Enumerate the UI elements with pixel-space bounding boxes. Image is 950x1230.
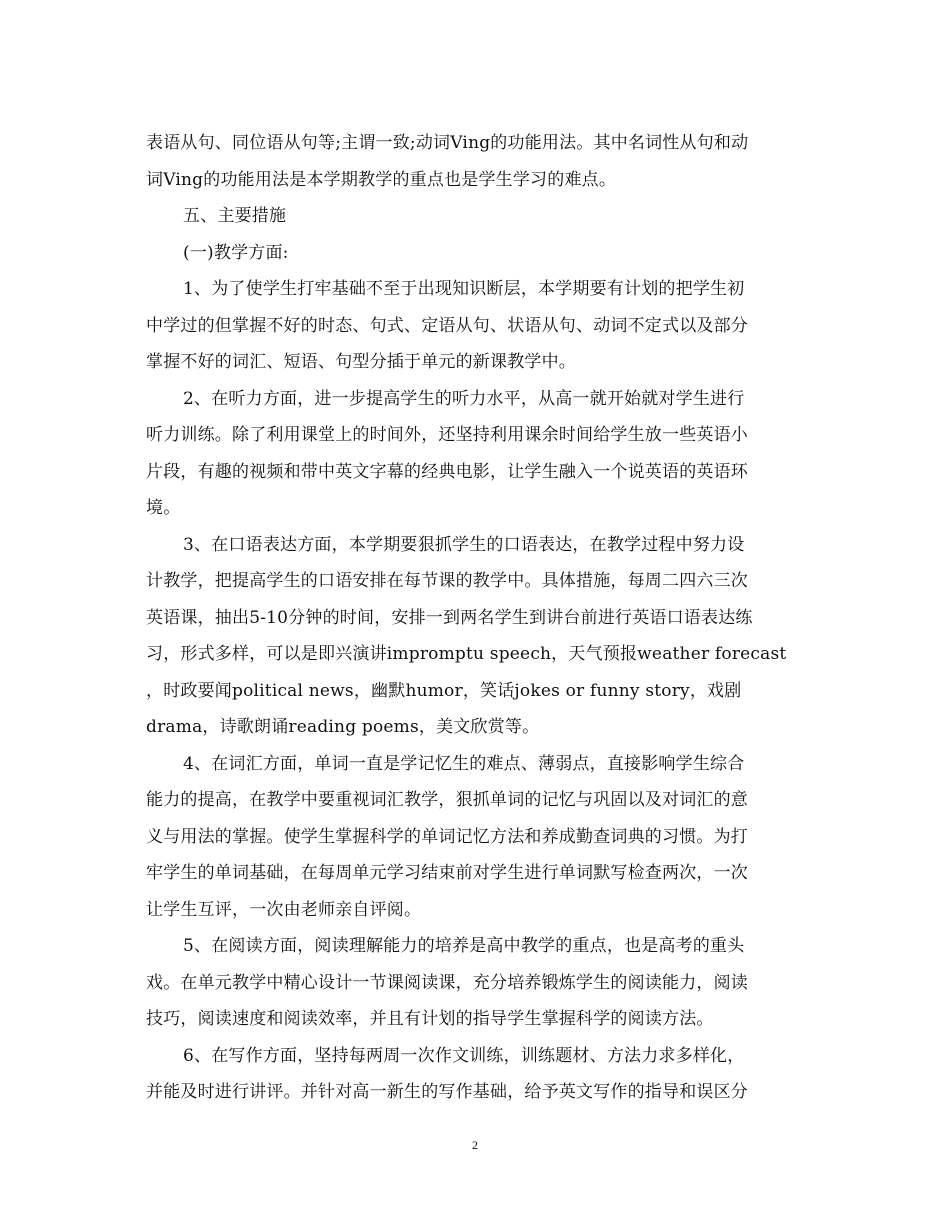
- body-line: 境。: [146, 498, 181, 518]
- body-line: 英语课，抽出5-10分钟的时间，安排一到两名学生到讲台前进行英语口语表达练: [146, 608, 753, 628]
- body-line: 计教学，把提高学生的口语安排在每节课的教学中。具体措施，每周二四六三次: [146, 571, 748, 591]
- section-heading: 五、主要措施: [183, 206, 287, 226]
- body-line: 3、在口语表达方面，本学期要狠抓学生的口语表达，在教学过程中努力设: [183, 535, 745, 555]
- body-line: 听力训练。除了利用课堂上的时间外，还坚持利用课余时间给学生放一些英语小: [146, 425, 748, 445]
- body-line: 4、在词汇方面，单词一直是学记忆生的难点、薄弱点，直接影响学生综合: [183, 754, 745, 774]
- body-line: 5、在阅读方面，阅读理解能力的培养是高中教学的重点，也是高考的重头: [183, 936, 745, 956]
- body-line: 技巧，阅读速度和阅读效率，并且有计划的指导学生掌握科学的阅读方法。: [146, 1009, 714, 1029]
- body-line: 6、在写作方面，坚持每两周一次作文训练，训练题材、方法力求多样化，: [183, 1046, 745, 1066]
- body-line: 掌握不好的词汇、短语、句型分插于单元的新课教学中。: [146, 352, 576, 372]
- body-line: drama，诗歌朗诵reading poems，美文欣赏等。: [146, 717, 540, 737]
- body-line: 并能及时进行讲评。并针对高一新生的写作基础，给予英文写作的指导和误区分: [146, 1082, 748, 1102]
- body-line: 词Ving的功能用法是本学期教学的重点也是学生学习的难点。: [146, 170, 617, 190]
- body-line: 牢学生的单词基础，在每周单元学习结束前对学生进行单词默写检查两次，一次: [146, 863, 748, 883]
- subsection-heading: (一)教学方面:: [183, 243, 289, 263]
- body-line: 让学生互评，一次由老师亲自评阅。: [146, 900, 422, 920]
- page-number: 2: [472, 1138, 478, 1152]
- body-line: 习，形式多样，可以是即兴演讲impromptu speech，天气预报weather forecast: [146, 644, 787, 664]
- body-line: 中学过的但掌握不好的时态、句式、定语从句、状语从句、动词不定式以及部分: [146, 316, 748, 336]
- body-line: ，时政要闻political news，幽默humor，笑话jokes or funny story，戏剧: [146, 681, 742, 701]
- body-line: 义与用法的掌握。使学生掌握科学的单词记忆方法和养成勤查词典的习惯。为打: [146, 827, 748, 847]
- body-line: 1、为了使学生打牢基础不至于出现知识断层，本学期要有计划的把学生初: [183, 279, 745, 299]
- body-line: 表语从句、同位语从句等;主谓一致;动词Ving的功能用法。其中名词性从句和动: [146, 133, 749, 153]
- body-line: 2、在听力方面，进一步提高学生的听力水平，从高一就开始就对学生进行: [183, 389, 745, 409]
- body-line: 戏。在单元教学中精心设计一节课阅读课，充分培养锻炼学生的阅读能力，阅读: [146, 973, 748, 993]
- body-line: 能力的提高，在教学中要重视词汇教学，狠抓单词的记忆与巩固以及对词汇的意: [146, 790, 748, 810]
- body-line: 片段，有趣的视频和带中英文字幕的经典电影，让学生融入一个说英语的英语环: [146, 462, 748, 482]
